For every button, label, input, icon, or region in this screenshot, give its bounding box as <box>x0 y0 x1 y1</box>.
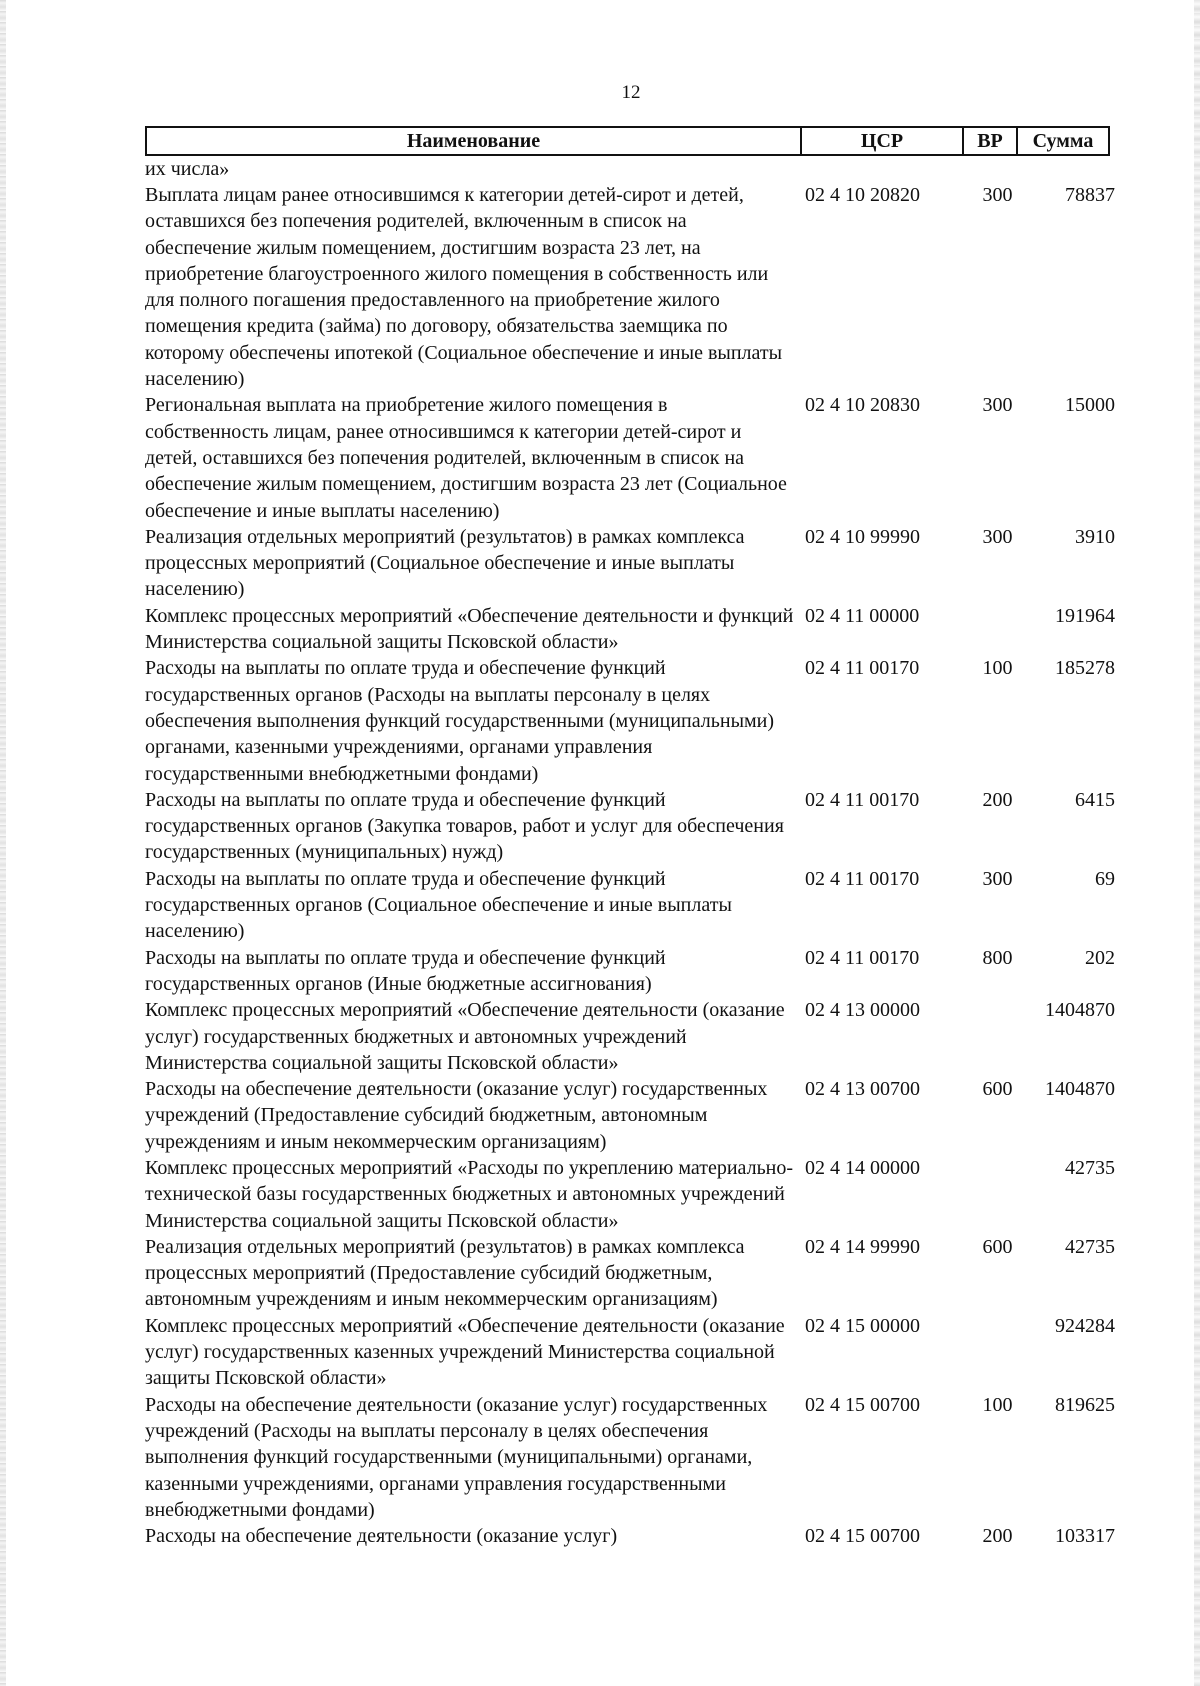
row-sum: 924284 <box>1055 1314 1115 1337</box>
row-sum: 15000 <box>1065 394 1115 417</box>
row-sum: 1404870 <box>1045 999 1115 1022</box>
table-row <box>145 524 1115 603</box>
header-csr: ЦСР <box>800 128 962 154</box>
row-csr: 02 4 11 00170 <box>805 867 920 890</box>
row-name: Расходы на обеспечение деятельности (оказание услуг) государственных учреждений (Расходы на выплаты персоналу в целях обеспечения выполнения функций государственными (муниципальными) органами, казенными учреждениями, органами управления государственными внебюджетными фондами) <box>145 1393 768 1521</box>
row-name: Расходы на выплаты по оплате труда и обеспечение функций государственных органов (Расходы на выплаты персоналу в целях обеспечения выполнения функций государственными (муниципальными) органами, казенными учреждениями, органами управления государственными внебюджетными фондами) <box>145 657 775 785</box>
row-name: Выплата лицам ранее относившимся к категории детей-сирот и детей, оставшихся без попечения родителей, включенным в список на обеспечение жилым помещением, достигшим возраста 23 лет, на приобретение благоустроенного жилого помещения в собственность или для полного погашения предоставленного на приобретение жилого помещения кредита (займа) по договору, обязательства заемщика по которому обеспечены ипотекой (Социальное обеспечение и иные выплаты населению) <box>145 184 783 391</box>
row-vr <box>975 1313 1020 1392</box>
row-sum: 103317 <box>1055 1525 1115 1548</box>
row-sum: 6415 <box>1075 788 1115 811</box>
row-sum: 819625 <box>1055 1393 1115 1416</box>
table-row <box>145 866 1115 945</box>
row-name: Региональная выплата на приобретение жилого помещения в собственность лицам, ранее относившимся к категории детей-сирот и детей, оставшихся без попечения родителей, включенным в список на обеспечение жилым помещением, достигшим возраста 23 лет (Социальное обеспечение и иные выплаты населению) <box>145 394 787 522</box>
row-name: Комплекс процессных мероприятий «Обеспечение деятельности (оказание услуг) государственных бюджетных и автономных учреждений Министерства социальной защиты Псковской области» <box>145 999 785 1074</box>
table-row <box>145 1155 1115 1234</box>
row-sum: 3910 <box>1075 525 1115 548</box>
scan-edge-right <box>1194 0 1200 1686</box>
header-sum: Сумма <box>1016 128 1108 154</box>
row-csr: 02 4 14 99990 <box>805 1235 920 1258</box>
row-sum: 202 <box>1085 946 1115 969</box>
row-name: Комплекс процессных мероприятий «Обеспечение деятельности (оказание услуг) государственных казенных учреждений Министерства социальной защиты Псковской области» <box>145 1314 785 1390</box>
row-name: Реализация отдельных мероприятий (результатов) в рамках комплекса процессных мероприятий (Социальное обеспечение и иные выплаты населению) <box>145 525 745 601</box>
row-vr <box>975 603 1020 656</box>
table-row <box>145 603 1115 656</box>
row-vr: 100 <box>982 1393 1013 1416</box>
table-row <box>145 182 1115 392</box>
row-csr: 02 4 13 00700 <box>805 1078 920 1101</box>
row-sum: 185278 <box>1055 657 1115 680</box>
row-csr: 02 4 15 00700 <box>805 1393 920 1416</box>
table-row <box>145 392 1115 523</box>
row-vr: 300 <box>982 394 1013 417</box>
row-vr: 200 <box>982 1525 1013 1548</box>
row-name: Расходы на выплаты по оплате труда и обеспечение функций государственных органов (Иные бюджетные ассигнования) <box>145 946 666 995</box>
row-csr: 02 4 10 99990 <box>805 525 920 548</box>
row-csr: 02 4 13 00000 <box>805 999 920 1022</box>
row-csr: 02 4 15 00700 <box>805 1525 920 1548</box>
table-row <box>145 655 1115 786</box>
row-csr: 02 4 10 20830 <box>805 394 920 417</box>
row-sum: 42735 <box>1065 1235 1115 1258</box>
row-sum: 191964 <box>1055 604 1115 627</box>
row-name: Реализация отдельных мероприятий (результатов) в рамках комплекса процессных мероприятий (Предоставление субсидий бюджетным, автономным учреждениям и иным некоммерческим организациям) <box>145 1235 745 1311</box>
row-csr: 02 4 15 00000 <box>805 1314 920 1337</box>
header-vr: ВР <box>962 128 1016 154</box>
row-name: Комплекс процессных мероприятий «Обеспечение деятельности и функций Министерства социальной защиты Псковской области» <box>145 604 794 654</box>
row-name: Комплекс процессных мероприятий «Расходы по укреплению материально-технической базы государственных бюджетных и автономных учреждений Министерства социальной защиты Псковской области» <box>145 1156 794 1232</box>
row-vr: 300 <box>982 867 1013 890</box>
row-name: Расходы на обеспечение деятельности (оказание услуг) государственных учреждений (Предоставление субсидий бюджетным, автономным учреждениям и иным некоммерческим организациям) <box>145 1078 768 1153</box>
table-row <box>145 1313 1115 1392</box>
row-name: Расходы на выплаты по оплате труда и обеспечение функций государственных органов (Социальное обеспечение и иные выплаты населению) <box>145 867 732 943</box>
header-name: Наименование <box>406 129 541 152</box>
page-number: 12 <box>621 82 641 103</box>
table-row <box>145 787 1115 866</box>
row-sum: 42735 <box>1065 1156 1115 1179</box>
row-csr: 02 4 11 00170 <box>805 657 920 680</box>
row-vr: 600 <box>982 1078 1013 1101</box>
row-name: Расходы на выплаты по оплате труда и обеспечение функций государственных органов (Закупка товаров, работ и услуг для обеспечения государственных (муниципальных) нужд) <box>145 788 784 864</box>
row-vr <box>975 997 1020 1076</box>
row-sum: 69 <box>1095 867 1115 890</box>
row-csr: 02 4 11 00000 <box>805 604 920 627</box>
row-sum: 1404870 <box>1045 1078 1115 1101</box>
continuation-text: их числа» <box>145 158 230 180</box>
row-csr: 02 4 10 20820 <box>805 184 920 206</box>
table-row <box>145 1392 1115 1523</box>
row-vr: 300 <box>982 525 1013 548</box>
row-vr: 600 <box>982 1235 1013 1258</box>
continuation-row <box>145 156 1115 182</box>
row-vr <box>975 1155 1020 1234</box>
row-csr: 02 4 14 00000 <box>805 1156 920 1179</box>
row-vr: 800 <box>982 946 1013 969</box>
row-vr: 200 <box>982 788 1013 811</box>
table-row <box>145 1523 1115 1549</box>
table-row <box>145 1234 1115 1313</box>
row-vr: 100 <box>982 657 1013 680</box>
row-csr: 02 4 11 00170 <box>805 788 920 811</box>
table-row <box>145 945 1115 998</box>
row-name: Расходы на обеспечение деятельности (оказание услуг) <box>145 1525 618 1548</box>
table-body <box>145 156 1115 1549</box>
table-row <box>145 997 1115 1076</box>
table-row <box>145 1076 1115 1155</box>
row-sum: 78837 <box>1065 184 1115 206</box>
table-header <box>145 126 1110 156</box>
row-csr: 02 4 11 00170 <box>805 946 920 969</box>
scan-edge-left <box>0 0 6 1686</box>
row-vr: 300 <box>982 184 1013 206</box>
